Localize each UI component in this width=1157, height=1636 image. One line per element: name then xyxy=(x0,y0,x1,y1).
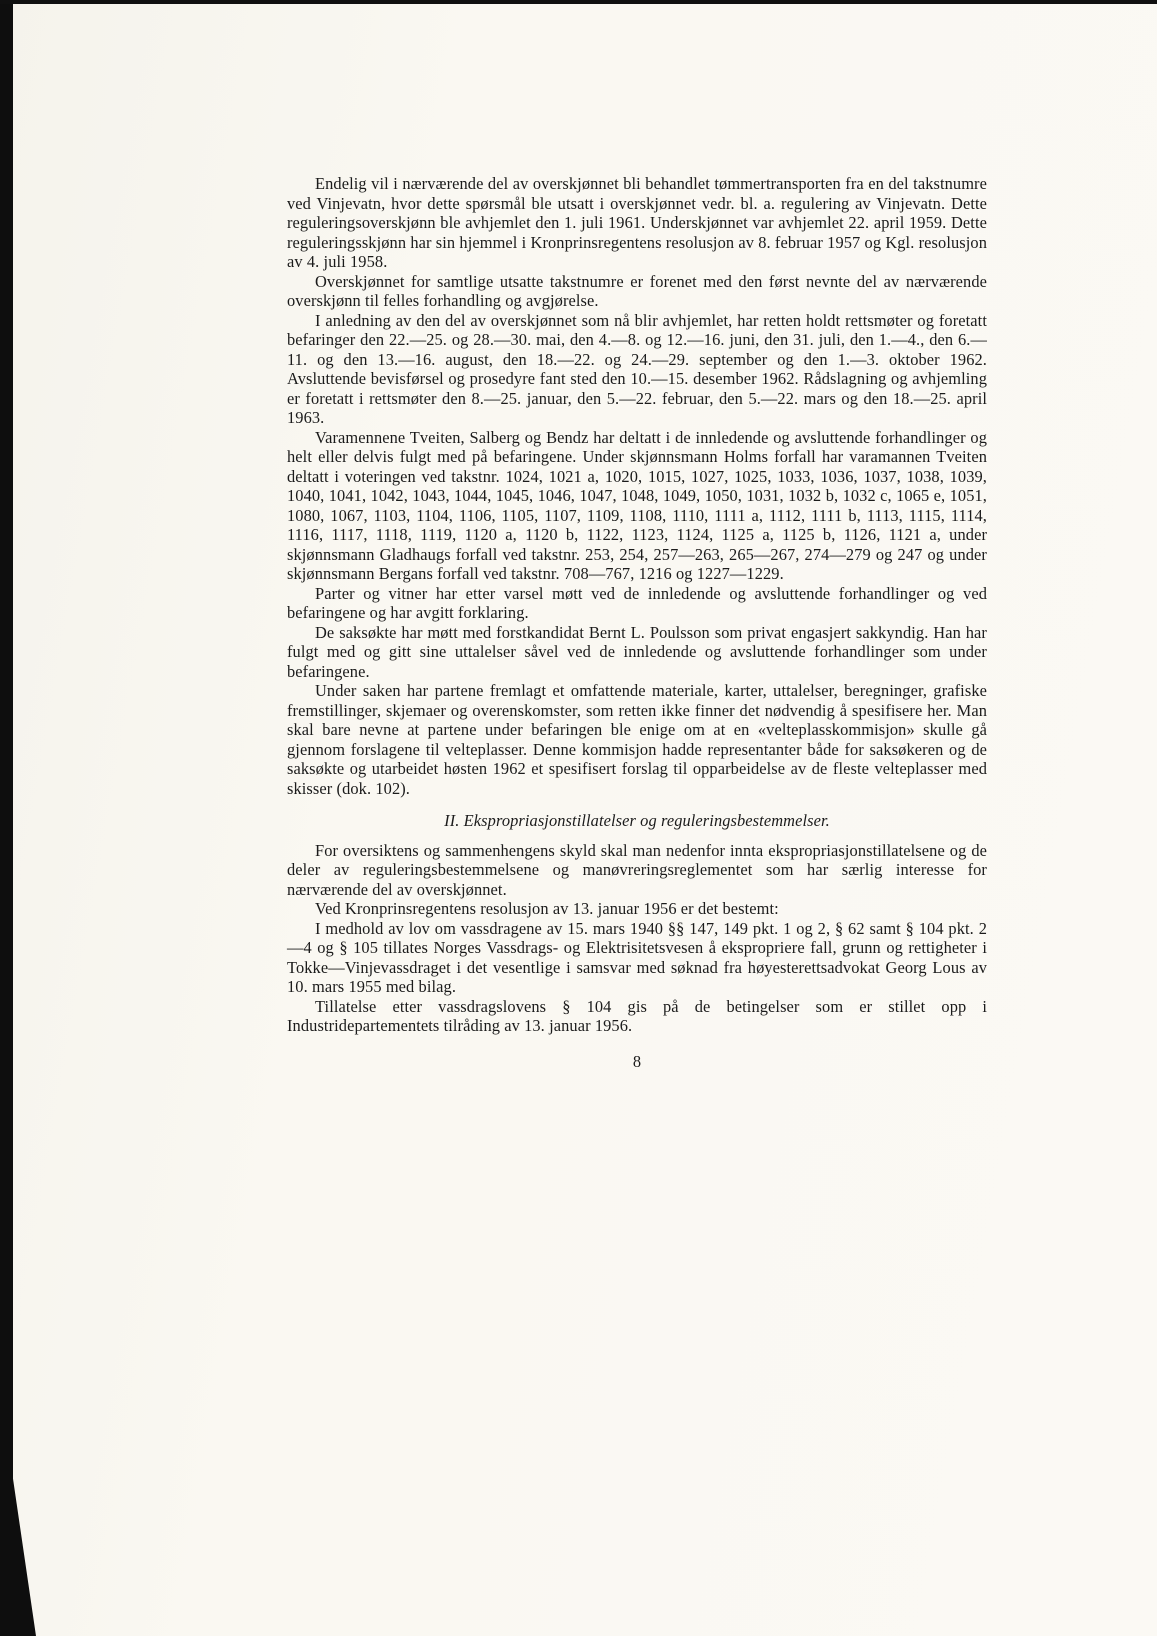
page-number: 8 xyxy=(632,1051,642,1071)
paragraph-oversikt: For oversiktens og sammenhengens skyld skal man nedenfor innta ekspropriasjonstillatelsene og de deler av reguleringsbestemmelsene og manøvreringsreglementet som har særlig interesse for nærværende del av overskjønnet. xyxy=(287,840,987,899)
scan-left-edge xyxy=(0,0,13,1636)
paragraph-introduction: Endelig vil i nærværende del av overskjønnet bli behandlet tømmertransporten fra en del takstnumre ved Vinjevatn, hvor dette spørsmål ble utsatt i overskjønnet vedr. bl. a. regulering av Vinjevatn. Dette reguleringsoverskjønn ble avhjemlet den 1. juli 1961. Underskjønnet var avhjemlet 22. april 1959. Dette reguleringsskjønn har sin hjemmel i Kronprinsregentens resolusjon av 8. februar 1957 og Kgl. resolusjon av 4. juli 1958. xyxy=(287,174,987,271)
paragraph-rettsmoter-datoer: I anledning av den del av overskjønnet som nå blir avhjemlet, har retten holdt rettsmøter og foretatt befaringer den 22.—25. og 28.—30. mai, den 4.—8. og 12.—16. juni, den 31. juli, den 1.—4., den 6.—11. og den 13.—16. august, den 18.—22. og 24.—29. september og den 1.—3. oktober 1962. Avsluttende bevisførsel og prosedyre fant sted den 10.—15. desember 1962. Rådslagning og avhjemling er foretatt i rettsmøter den 8.—25. januar, den 5.—22. februar, den 5.—22. mars og den 18.—25. april 1963. xyxy=(287,310,987,427)
paragraph-medhold-lov: I medhold av lov om vassdragene av 15. mars 1940 §§ 147, 149 pkt. 1 og 2, § 62 samt § 104 pkt. 2—4 og § 105 tillates Norges Vassdrags- og Elektrisitetsvesen å ekspropriere fall, grunn og rettigheter i Tokke—Vinjevassdraget i det vesentlige i samsvar med søknad fra høyesterettsadvokat Georg Lous av 10. mars 1955 med bilag. xyxy=(287,918,987,996)
paragraph-resolusjon-1956: Ved Kronprinsregentens resolusjon av 13. januar 1956 er det bestemt: xyxy=(315,899,779,918)
scan-bottom-left-edge xyxy=(0,1476,36,1636)
paragraph-fremlagt-materiale: Under saken har partene fremlagt et omfattende materiale, karter, uttalelser, beregninger, grafiske fremstillinger, skjemaer og overenskomster, som retten ikke finner det nødvendig å spesifisere her. Man skal bare nevne at partene under befaringen ble enige om at en «velteplasskommisjon» skulle gå gjennom forslagene til velteplasser. Denne kommisjon hadde representanter både for saksøkeren og de saksøkte og utarbeidet høsten 1962 et spesifisert forslag til opparbeidelse av de fleste velteplasser med skisser (dok. 102). xyxy=(287,681,987,798)
paragraph-saksokte: De saksøkte har møtt med forstkandidat Bernt L. Poulsson som privat engasjert sakkyndig. Han har fulgt med og gitt sine uttalelser såvel ved de innledende og avsluttende forhandlinger som under befaringene. xyxy=(287,622,987,681)
paragraph-varamenn-takstnr: Varamennene Tveiten, Salberg og Bendz har deltatt i de innledende og avsluttende forhandlinger og helt eller delvis fulgt med på befaringene. Under skjønnsmann Holms forfall har varamannen Tveiten deltatt i voteringen ved takstnr. 1024, 1021 a, 1020, 1015, 1027, 1025, 1033, 1036, 1037, 1038, 1039, 1040, 1041, 1042, 1043, 1044, 1045, 1046, 1047, 1048, 1049, 1050, 1031, 1032 b, 1032 c, 1065 e, 1051, 1080, 1067, 1103, 1104, 1106, 1105, 1107, 1109, 1108, 1110, 1111 a, 1112, 1111 b, 1113, 1115, 1114, 1116, 1117, 1118, 1119, 1120 a, 1120 b, 1122, 1123, 1124, 1125 a, 1125 b, 1126, 1121 a, under skjønnsmann Gladhaugs forfall ved takstnr. 253, 254, 257—263, 265—267, 274—279 og 247 og under skjønnsmann Bergans forfall ved takstnr. 708—767, 1216 og 1227—1229. xyxy=(287,427,987,583)
section-heading: II. Ekspropriasjonstillatelser og reguleringsbestemmelser. xyxy=(444,811,830,830)
paragraph-tillatelse: Tillatelse etter vassdragslovens § 104 gis på de betingelser som er stillet opp i Industridepartementets tilråding av 13. januar 1956. xyxy=(287,996,987,1035)
paragraph-parter-vitner: Parter og vitner har etter varsel møtt ved de innledende og avsluttende forhandlinger og ved befaringene og har avgitt forklaring. xyxy=(287,583,987,622)
paragraph-overskjonnet: Overskjønnet for samtlige utsatte takstnumre er forenet med den først nevnte del av nærværende overskjønn til felles forhandling og avgjørelse. xyxy=(287,271,987,310)
page-text-block xyxy=(287,174,987,1071)
scan-top-edge xyxy=(0,0,1157,4)
